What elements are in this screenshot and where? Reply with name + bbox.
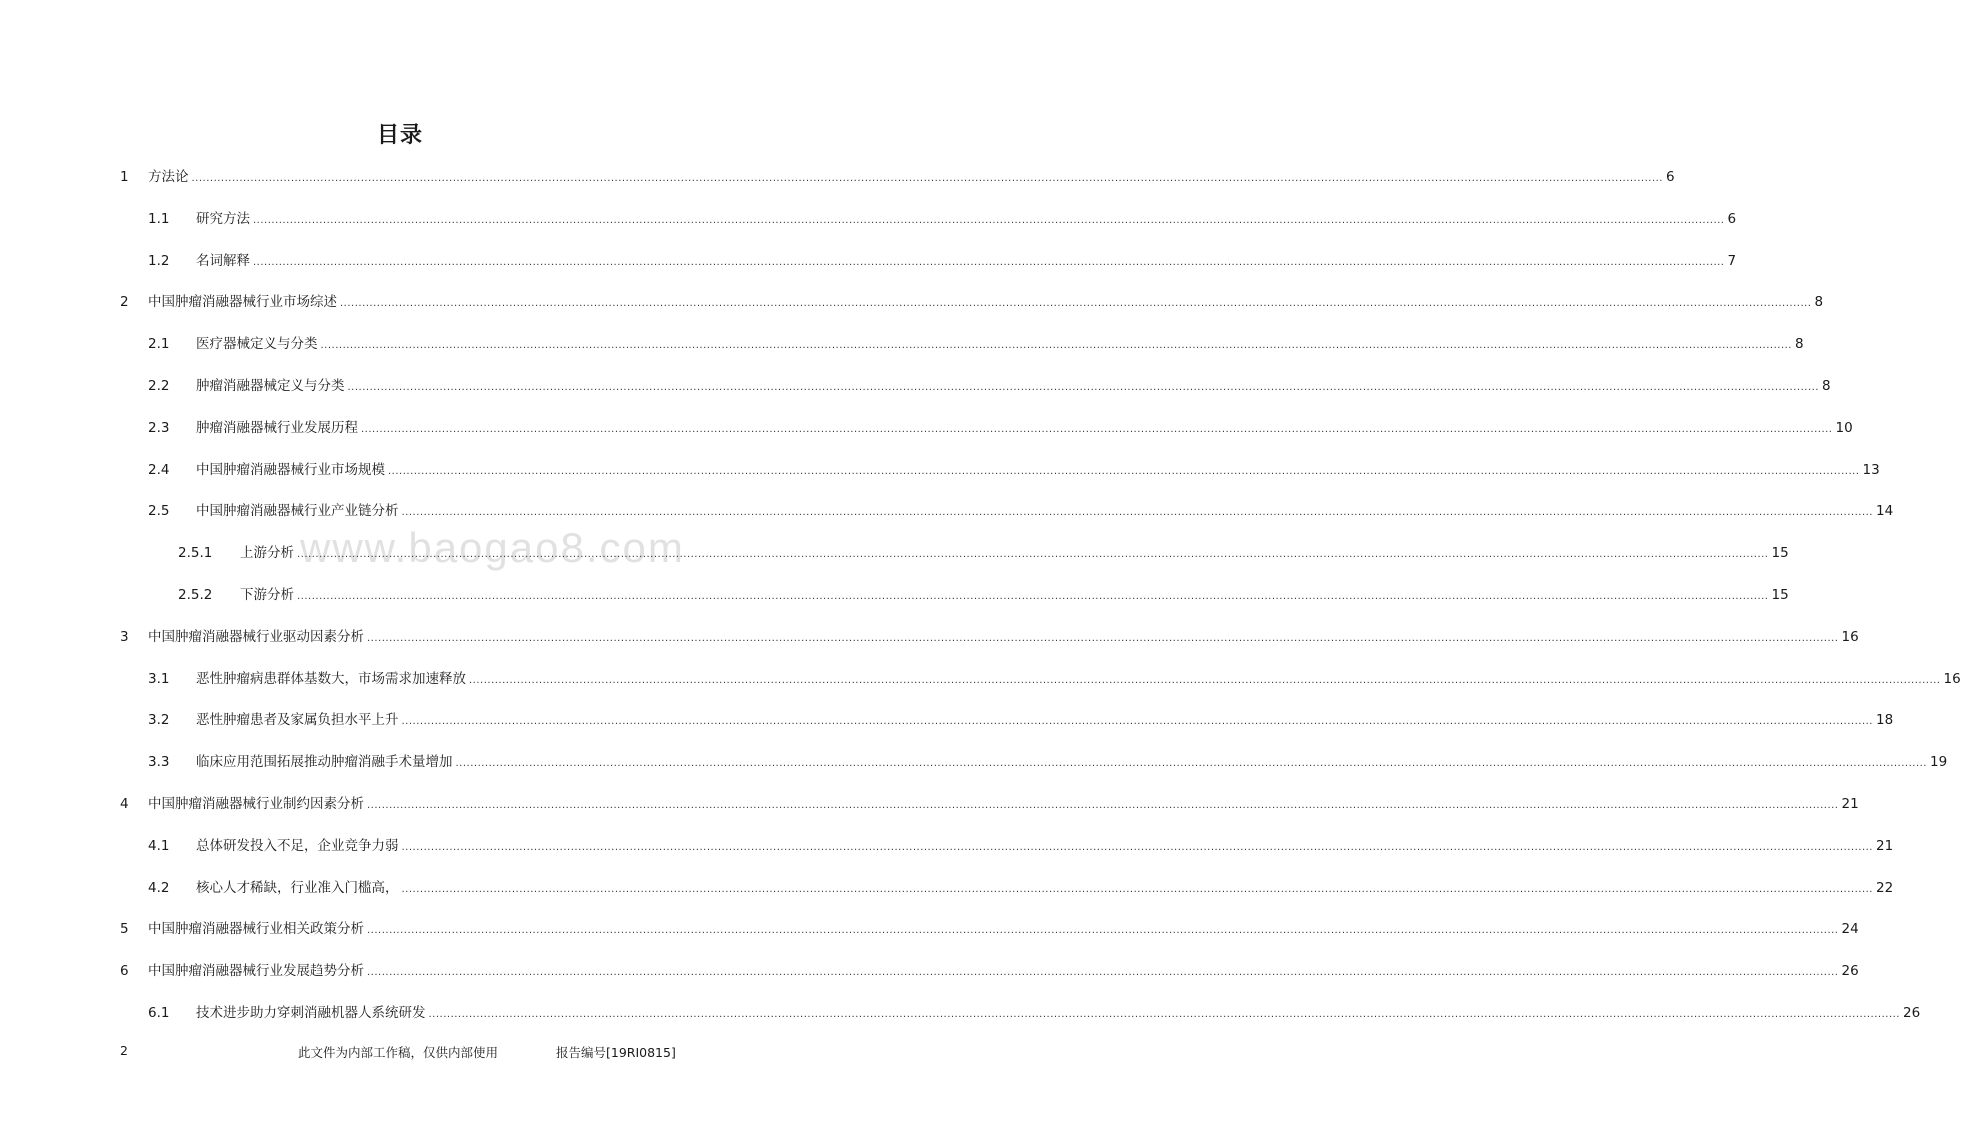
toc-entry-title: 研究方法	[196, 211, 250, 227]
toc-entry[interactable]	[0, 165, 1675, 189]
toc-entry[interactable]	[0, 750, 1948, 774]
toc-entry-number: 6.1	[148, 1005, 170, 1021]
toc-entry-title: 技术进步助力穿刺消融机器人系统研发	[196, 1005, 426, 1021]
toc-leader-dots: ................................................................................................................................................................................................................................................................................................................................................................................................................	[401, 884, 1873, 895]
toc-entry-number: 4.2	[148, 880, 170, 896]
toc-entry-page: 22	[1875, 880, 1894, 896]
toc-entry-page: 6	[1727, 211, 1737, 227]
toc-leader-dots: ................................................................................................................................................................................................................................................................................................................................................................................................................	[401, 842, 1873, 853]
toc-leader-dots: ................................................................................................................................................................................................................................................................................................................................................................................................................	[320, 340, 1792, 351]
footer-report-id: 报告编号[19RI0815]	[556, 1045, 676, 1060]
toc-entry-page: 6	[1665, 169, 1675, 185]
toc-entry-page: 13	[1862, 462, 1880, 478]
toc-entry[interactable]	[0, 583, 1789, 607]
toc-entry-page: 8	[1821, 378, 1831, 394]
toc-title: 目录	[376, 123, 423, 148]
toc-entry-title: 核心人才稀缺，行业准入门槛高，	[196, 880, 399, 896]
toc-leader-dots: ................................................................................................................................................................................................................................................................................................................................................................................................................	[455, 758, 1927, 769]
toc-leader-dots: ................................................................................................................................................................................................................................................................................................................................................................................................................	[361, 424, 1833, 435]
toc-entry-page: 16	[1943, 671, 1961, 687]
toc-entry-title: 总体研发投入不足，企业竞争力弱	[196, 838, 399, 854]
toc-entry-title: 中国肿瘤消融器械行业市场综述	[148, 294, 337, 310]
toc-entry[interactable]	[0, 834, 1894, 858]
toc-entry-page: 8	[1794, 336, 1804, 352]
toc-leader-dots: ................................................................................................................................................................................................................................................................................................................................................................................................................	[297, 591, 1769, 602]
toc-entry-title: 恶性肿瘤病患群体基数大，市场需求加速释放	[196, 671, 466, 687]
toc-entry-title: 方法论	[148, 169, 189, 185]
toc-entry[interactable]	[0, 458, 1880, 482]
toc-entry-title: 临床应用范围拓展推动肿瘤消融手术量增加	[196, 754, 453, 770]
toc-entry-title: 中国肿瘤消融器械行业发展趋势分析	[148, 963, 364, 979]
toc-leader-dots: ................................................................................................................................................................................................................................................................................................................................................................................................................	[401, 507, 1873, 518]
footer-notice: 此文件为内部工作稿，仅供内部使用	[298, 1045, 499, 1060]
toc-entry-page: 26	[1902, 1005, 1921, 1021]
toc-entry-number: 4	[120, 796, 129, 812]
toc-leader-dots: ................................................................................................................................................................................................................................................................................................................................................................................................................	[367, 800, 1839, 811]
toc-entry-page: 15	[1771, 545, 1789, 561]
toc-entry-number: 2.3	[148, 420, 170, 436]
toc-leader-dots: ................................................................................................................................................................................................................................................................................................................................................................................................................	[297, 549, 1769, 560]
toc-entry-page: 21	[1875, 838, 1894, 854]
toc-leader-dots: ................................................................................................................................................................................................................................................................................................................................................................................................................	[388, 466, 1860, 477]
toc-entry-page: 18	[1875, 712, 1894, 728]
toc-leader-dots: ................................................................................................................................................................................................................................................................................................................................................................................................................	[469, 675, 1941, 686]
toc-leader-dots: ................................................................................................................................................................................................................................................................................................................................................................................................................	[253, 257, 1725, 268]
toc-entry-title: 中国肿瘤消融器械行业制约因素分析	[148, 796, 364, 812]
toc-leader-dots: ................................................................................................................................................................................................................................................................................................................................................................................................................	[401, 716, 1873, 727]
toc-entry-number: 2.2	[148, 378, 170, 394]
toc-entry-page: 21	[1841, 796, 1859, 812]
toc-entry-page: 7	[1727, 253, 1737, 269]
toc-entry-page: 26	[1841, 963, 1859, 979]
toc-entry-title: 下游分析	[240, 587, 294, 603]
toc-entry[interactable]	[0, 708, 1894, 732]
toc-entry[interactable]	[0, 667, 1961, 691]
toc-entry-number: 2	[120, 294, 129, 310]
toc-entry-title: 中国肿瘤消融器械行业相关政策分析	[148, 921, 364, 937]
toc-entry[interactable]	[0, 541, 1789, 565]
toc-entry-number: 3.1	[148, 671, 170, 687]
toc-leader-dots: ................................................................................................................................................................................................................................................................................................................................................................................................................	[367, 967, 1839, 978]
toc-entry[interactable]	[0, 959, 1859, 983]
toc-leader-dots: ................................................................................................................................................................................................................................................................................................................................................................................................................	[367, 633, 1839, 644]
toc-entry-page: 16	[1841, 629, 1859, 645]
toc-leader-dots: ................................................................................................................................................................................................................................................................................................................................................................................................................	[340, 298, 1812, 309]
toc-entry[interactable]	[0, 374, 1831, 398]
toc-entry[interactable]	[0, 416, 1853, 440]
footer-page-number: 2	[120, 1043, 128, 1058]
toc-entry-number: 2.5	[148, 503, 170, 519]
toc-leader-dots: ................................................................................................................................................................................................................................................................................................................................................................................................................	[253, 215, 1725, 226]
toc-entry-number: 4.1	[148, 838, 170, 854]
toc-entry[interactable]	[0, 332, 1804, 356]
watermark: www.baogao8.com	[300, 524, 685, 571]
toc-entry[interactable]	[0, 917, 1859, 941]
toc-entry-number: 1	[120, 169, 129, 185]
toc-entry-page: 19	[1929, 754, 1948, 770]
toc-entry-number: 3.3	[148, 754, 170, 770]
toc-entry-page: 24	[1841, 921, 1859, 937]
toc-entry-page: 14	[1875, 503, 1894, 519]
toc-entry[interactable]	[0, 499, 1894, 523]
toc-entry-title: 中国肿瘤消融器械行业产业链分析	[196, 503, 399, 519]
toc-entry[interactable]	[0, 207, 1737, 231]
toc-entry-number: 6	[120, 963, 129, 979]
toc-entry[interactable]	[0, 792, 1859, 816]
toc-entry-number: 1.1	[148, 211, 170, 227]
toc-entry-title: 中国肿瘤消融器械行业驱动因素分析	[148, 629, 364, 645]
toc-entry-number: 3	[120, 629, 129, 645]
toc-entry[interactable]	[0, 625, 1859, 649]
toc-entry-number: 5	[120, 921, 129, 937]
toc-entry-title: 肿瘤消融器械行业发展历程	[196, 420, 358, 436]
toc-entry-title: 肿瘤消融器械定义与分类	[196, 378, 345, 394]
toc-leader-dots: ................................................................................................................................................................................................................................................................................................................................................................................................................	[347, 382, 1819, 393]
toc-leader-dots: ................................................................................................................................................................................................................................................................................................................................................................................................................	[428, 1009, 1900, 1020]
toc-entry-title: 上游分析	[240, 545, 294, 561]
toc-entry[interactable]	[0, 290, 1824, 314]
toc-entry-title: 中国肿瘤消融器械行业市场规模	[196, 462, 385, 478]
toc-entry-title: 医疗器械定义与分类	[196, 336, 318, 352]
toc-entry[interactable]	[0, 876, 1894, 900]
toc-entry[interactable]	[0, 249, 1737, 273]
toc-leader-dots: ................................................................................................................................................................................................................................................................................................................................................................................................................	[367, 925, 1839, 936]
toc-entry-page: 15	[1771, 587, 1789, 603]
toc-entry-number: 2.4	[148, 462, 170, 478]
toc-entry-page: 10	[1835, 420, 1853, 436]
toc-entry-title: 名词解释	[196, 253, 250, 269]
toc-entry-number: 2.5.1	[178, 545, 213, 561]
toc-entry-number: 3.2	[148, 712, 170, 728]
toc-entry[interactable]	[0, 1001, 1921, 1025]
toc-entry-number: 2.1	[148, 336, 170, 352]
toc-entry-number: 1.2	[148, 253, 170, 269]
toc-entry-number: 2.5.2	[178, 587, 213, 603]
toc-leader-dots: ................................................................................................................................................................................................................................................................................................................................................................................................................	[191, 173, 1663, 184]
toc-entry-page: 8	[1814, 294, 1824, 310]
toc-entry-title: 恶性肿瘤患者及家属负担水平上升	[196, 712, 399, 728]
